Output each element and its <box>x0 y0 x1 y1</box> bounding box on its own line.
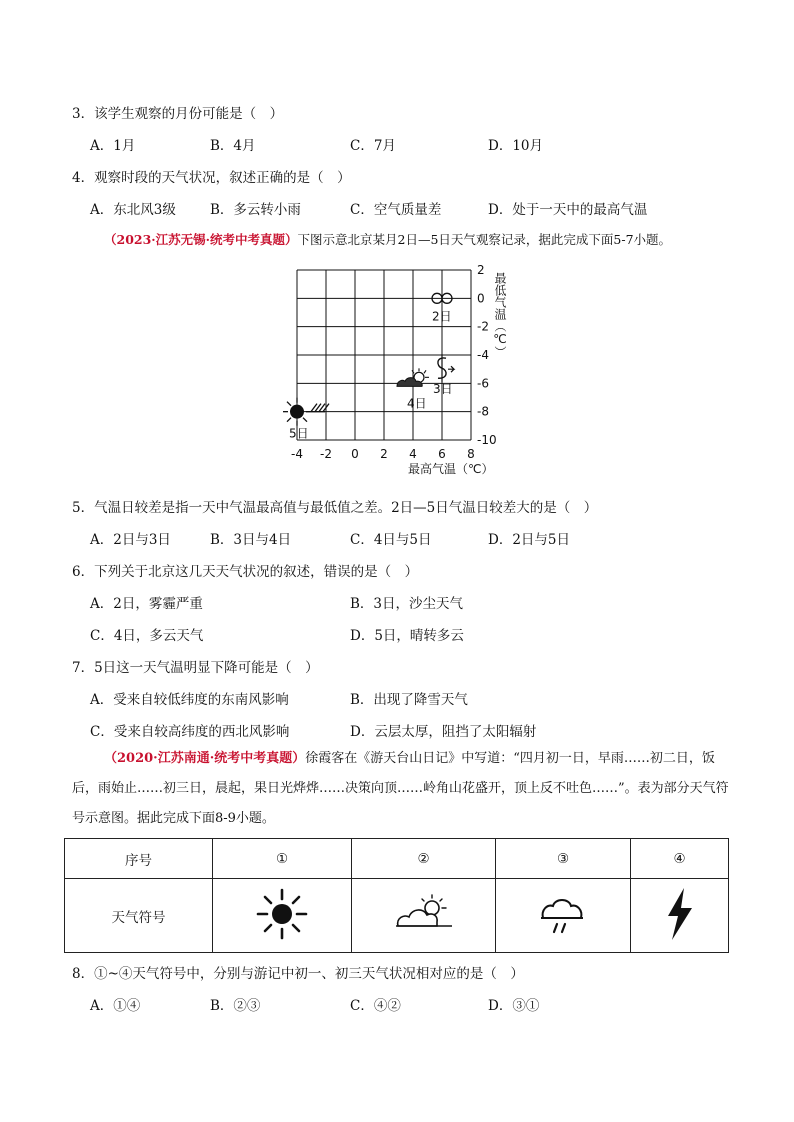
intro1-text: 下图示意北京某月2日—5日天气观察记录，据此完成下面5-7小题。 <box>297 232 672 247</box>
point-label-day2: 2日 <box>432 309 452 324</box>
x-tick-label: 0 <box>351 447 359 461</box>
chart-ylabel: 最低气温（℃） <box>493 272 507 358</box>
q5-option-d[interactable]: D．2日与5日 <box>488 532 571 548</box>
y-tick-label: -2 <box>477 319 489 334</box>
q5-stem: 5．气温日较差是指一天中气温最高值与最低值之差。2日—5日气温日较差大的是（ ） <box>72 500 598 516</box>
q4-option-c[interactable]: C．空气质量差 <box>350 202 442 218</box>
q4-option-b[interactable]: B．多云转小雨 <box>210 202 301 218</box>
table-col-4: ④ <box>631 839 729 879</box>
intro2-text: 徐霞客在《游天台山日记》中写道：“四月初一日，早雨……初二日，饭后，雨始止……初三日，晨起，果日光烨烨……决策向顶……岭角山花盛开，顶上反不吐色……”。表为部分天气符号示意图。据此完成下面8-9小题。 <box>72 751 729 826</box>
intro2-source: （2020·江苏南通·统考中考真题） <box>104 751 306 766</box>
intro1-source: （2023·江苏无锡·统考中考真题） <box>104 232 298 247</box>
table-col-1: ① <box>213 839 352 879</box>
q3-option-b[interactable]: B．4月 <box>210 138 256 154</box>
q6-option-b[interactable]: B．3日，沙尘天气 <box>350 596 464 612</box>
chart-xlabel: 最高气温（℃） <box>408 462 494 476</box>
q6-option-a[interactable]: A．2日，雾霾严重 <box>90 596 203 612</box>
q3-option-c[interactable]: C．7月 <box>350 138 396 154</box>
y-tick-label: 2 <box>477 263 485 277</box>
q6-stem: 6．下列关于北京这几天天气状况的叙述，错误的是（ ） <box>72 564 419 580</box>
q5-option-c[interactable]: C．4日与5日 <box>350 532 432 548</box>
x-tick-label: 4 <box>409 447 417 461</box>
table-cell-lightning <box>631 879 729 953</box>
sandstorm-icon <box>438 354 454 382</box>
q7-stem: 7．5日这一天气温明显下降可能是（ ） <box>72 660 319 676</box>
chart-grid <box>297 270 471 440</box>
y-tick-label: -8 <box>477 404 489 419</box>
x-tick-label: 2 <box>380 447 388 461</box>
q3-option-a[interactable]: A．1月 <box>90 138 136 154</box>
chart-x-ticks <box>291 447 475 461</box>
table-symbol-row <box>65 879 729 953</box>
point-label-day3: 3日 <box>433 382 453 397</box>
table-col-3: ③ <box>496 839 631 879</box>
table-header-label: 序号 <box>65 839 213 879</box>
table-col-2: ② <box>352 839 496 879</box>
q7-option-c[interactable]: C．受来自较高纬度的西北风影响 <box>90 724 290 740</box>
weather-chart <box>0 258 794 488</box>
q6-option-d[interactable]: D．5日，晴转多云 <box>350 628 464 644</box>
q7-option-b[interactable]: B．出现了降雪天气 <box>350 692 468 708</box>
q4-option-a[interactable]: A．东北风3级 <box>90 202 176 218</box>
table-row-label: 天气符号 <box>65 879 213 953</box>
point-label-day5: 5日 <box>289 426 309 441</box>
x-tick-label: -4 <box>291 447 303 461</box>
q8-stem: 8．①~④天气符号中，分别与游记中初一、初三天气状况相对应的是（ ） <box>72 966 524 982</box>
q7-option-d[interactable]: D．云层太厚，阻挡了太阳辐射 <box>350 724 537 740</box>
q8-option-b[interactable]: B．②③ <box>210 998 261 1014</box>
sun-wind-icon <box>283 398 329 426</box>
y-tick-label: -6 <box>477 376 489 391</box>
q5-option-b[interactable]: B．3日与4日 <box>210 532 292 548</box>
table-header-row <box>65 839 729 879</box>
table-cell-sun <box>213 879 352 953</box>
sun-icon <box>254 886 310 942</box>
q6-option-c[interactable]: C．4日，多云天气 <box>90 628 204 644</box>
x-tick-label: 8 <box>467 447 475 461</box>
point-label-day4: 4日 <box>407 396 427 411</box>
y-tick-label: -10 <box>477 433 497 447</box>
y-tick-label: -4 <box>477 348 489 362</box>
q8-option-c[interactable]: C．④② <box>350 998 401 1014</box>
x-tick-label: -2 <box>320 447 332 461</box>
lightning-icon <box>660 886 700 942</box>
table-cell-rain <box>496 879 631 953</box>
q3-stem: 3．该学生观察的月份可能是（ ） <box>72 106 284 122</box>
q4-option-d[interactable]: D．处于一天中的最高气温 <box>488 202 648 218</box>
q5-option-a[interactable]: A．2日与3日 <box>90 532 171 548</box>
intro1 <box>104 230 671 248</box>
q3-option-d[interactable]: D．10月 <box>488 138 544 154</box>
y-tick-label: 0 <box>477 291 485 306</box>
q8-option-d[interactable]: D．③① <box>488 998 540 1014</box>
partly-cloudy-icon <box>392 892 456 936</box>
point-day3 <box>433 354 454 396</box>
point-day5 <box>283 398 329 441</box>
q4-stem: 4．观察时段的天气状况，叙述正确的是（ ） <box>72 170 351 186</box>
q8-option-a[interactable]: A．①④ <box>90 998 141 1014</box>
intro2 <box>72 744 732 834</box>
rain-cloud-icon <box>535 889 591 939</box>
x-tick-label: 6 <box>438 447 446 461</box>
q7-option-a[interactable]: A．受来自较低纬度的东南风影响 <box>90 692 289 708</box>
weather-symbol-table <box>64 838 729 953</box>
table-cell-partly-cloudy <box>352 879 496 953</box>
